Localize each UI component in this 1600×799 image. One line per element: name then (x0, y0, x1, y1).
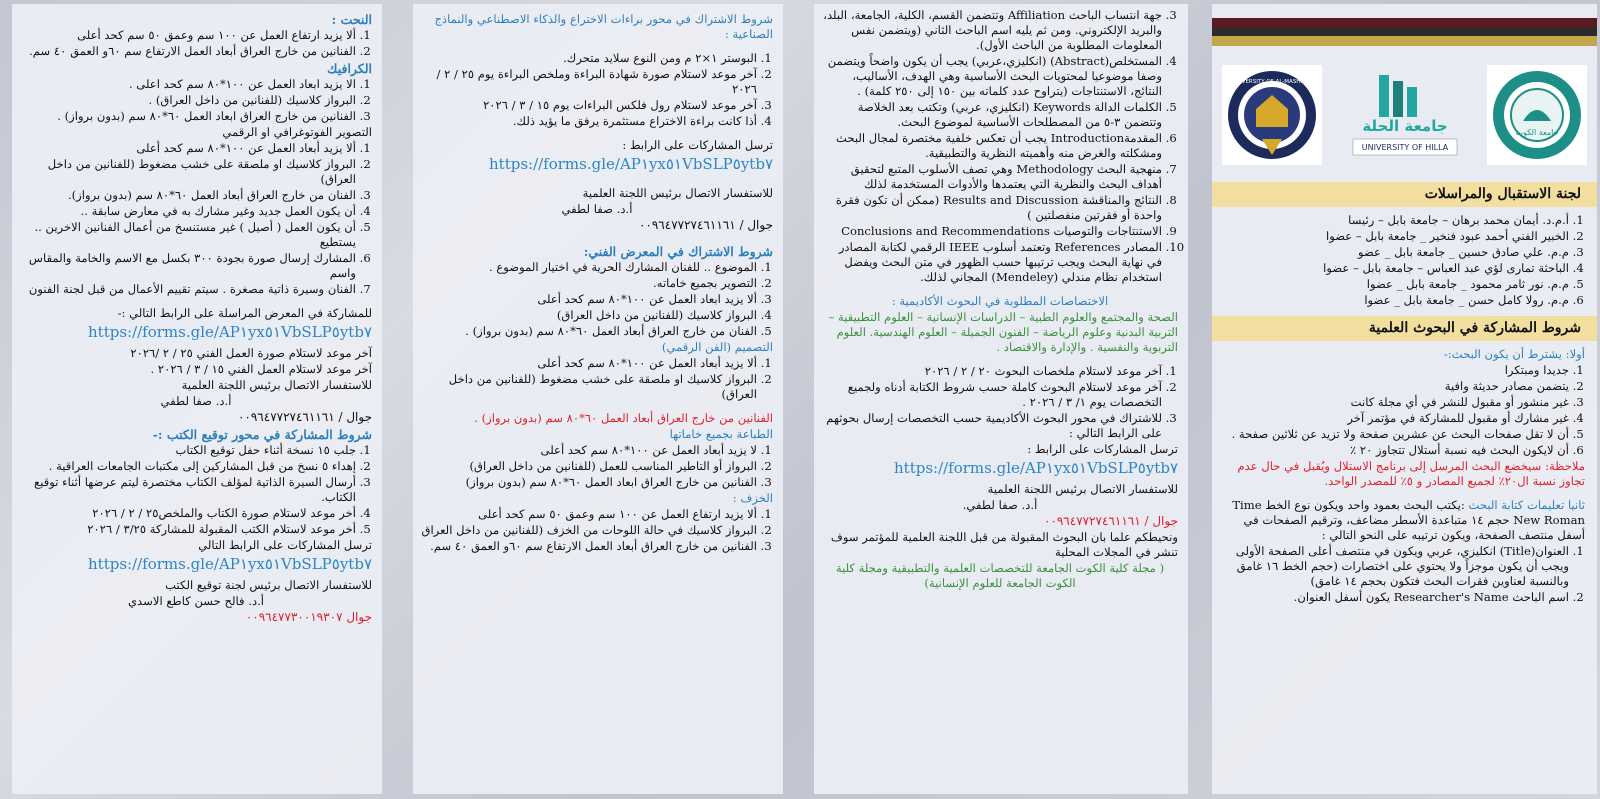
contact-phone: جوال / ٠٠٩٦٤٧٧٢٧٤٦١١٦١ (638, 218, 773, 232)
sculpture-heading: النحت : (331, 12, 372, 27)
registration-text: للمشاركة في المعرض المراسلة على الرابط التالي :- (117, 306, 372, 320)
list-item: 1. جلب ١٥ نسخة أثناء حفل توقيع الكتاب (20, 443, 356, 458)
writing-instructions-text: :يكتب البحث بعمود واحد ويكون نوع الخط Time New Roman حجم ١٤ متباعدة الأسطر مضاعف، وترقيم الصفحات في أسفل منتصف الصفحة، ويكون ترتيبه على النحو التالي : (1232, 498, 1585, 542)
list-item: 5. الفنان من خارج العراق أبعاد العمل ٦٠*٨٠ سم (بدون برواز) . (421, 324, 757, 339)
list-item: 5. أن يكون العمل ( أصيل ) غير مستنسخ من أعمال الفنانين الاخرين .. يستطيع (20, 220, 356, 250)
sculpture-list (20, 28, 372, 59)
book-signing-heading: شروط المشاركة في محور توقيع الكتب :- (152, 427, 372, 442)
logo-caption: UNIVERSITY OF HILLA (1361, 143, 1448, 152)
contact-phone: جوال / ٠٠٩٦٤٧٧٢٧٤٦١١٦١ (1043, 514, 1178, 528)
list-item: 4. البرواز كلاسيك (للفنانين من داخل العراق) (421, 308, 757, 323)
reception-committee-heading: لجنة الاستقبال والمراسلات (1212, 182, 1597, 207)
patents-list (421, 51, 773, 129)
panel-committee-and-conditions (1212, 4, 1597, 794)
contact-text: للاستفسار الاتصال برئيس اللجنة العلمية (582, 186, 773, 200)
contact-phone: جوال / ٠٠٩٦٤٧٧٢٧٤٦١١٦١ (237, 410, 372, 424)
list-item: 2. آخر موعد لاستلام البحوث كاملة حسب شروط الكتابة أدناه ولجميع التخصصات يوم ١/ ٣ / ٢٠٢٦ . (822, 380, 1162, 410)
list-item: 9. الاستنتاجات والتوصيات Conclusions and Recommendations (822, 224, 1162, 239)
patents-heading: شروط الاشتراك في محور براءات الاختراع والذكاء الاصطناعي والنماذج الصناعية : (434, 12, 773, 41)
list-item: 1. أ.م.د. أيمان محمد برهان – جامعة بابل – رئيسا (1220, 213, 1569, 228)
list-item: 4. غير مشارك أو مقبول للمشاركة في مؤتمر آخر (1220, 411, 1569, 426)
list-item: 3. الفنانين من خارج العراق أبعاد العمل الارتفاع سم ٦٠و العمق ٤٠ سم. (421, 539, 757, 554)
university-al-mashreq-logo (1222, 65, 1322, 165)
list-item: 3. ألا يزيد ابعاد العمل عن ١٠٠*٨٠ سم كحد أعلى (421, 292, 757, 307)
contact-name: أ.د. صفا لطفي. (962, 498, 1038, 512)
digital-design-heading: التصميم (الفن الرقمي) (661, 340, 773, 354)
list-item: 1. ألا يزيد أبعاد العمل عن ١٠٠*٨٠ سم كحد أعلى (421, 356, 757, 371)
panel-research-structure (814, 4, 1188, 794)
list-item: 4. أن يكون العمل جديد وغير مشارك به في معارض سابقة .. (20, 204, 356, 219)
first-conditions-list (1220, 363, 1585, 458)
list-item: 3. الفنانين من خارج العراق ابعاد العمل ٦٠*٨٠ سم (بدون برواز) (421, 475, 757, 490)
list-item: 7. الفنان وسيرة ذاتية مصغرة . سيتم تقييم الأعمال من قبل لجنة الفنون (20, 282, 356, 297)
list-item: 3. آخر موعد لاستلام رول فلكس البراءات يوم ١٥ / ٣ / ٢٠٢٦ (421, 98, 757, 113)
registration-text: ترسل المشاركات على الرابط : (1027, 442, 1178, 456)
list-item: 1. ألا يزيد أبعاد العمل عن ١٠٠*٨٠ سم كحد أعلى (20, 141, 356, 156)
panel-patents-and-art (413, 4, 783, 794)
logo-arabic-name: جامعة الحلة (1361, 117, 1448, 135)
top-stripe-dark (1212, 28, 1597, 36)
photo-heading: التصوير الفوتوغرافي او الرقمي (222, 125, 372, 139)
list-item: 4. أخر موعد لاستلام صورة الكتاب والملخص٢٥ / ٢ / ٢٠٢٦ (20, 506, 356, 521)
top-stripe-maroon (1212, 18, 1597, 28)
logo-caption: UNIVERSITY OF AL-MASHREQ (1231, 79, 1313, 85)
logo-row (1212, 46, 1597, 170)
list-item: 2. الخبير الفني أحمد عبود فنخير _ جامعة بابل – عضوا (1220, 229, 1569, 244)
list-item: 7. منهجية البحث Methodology وهي تصف الأسلوب المتبع لتحقيق أهداف البحث والنظرية التي يعتمدها والأدوات المستخدمة لذلك (822, 162, 1162, 192)
list-item: 1. ألا يزيد ارتفاع العمل عن ١٠٠ سم وعمق ٥٠ سم كحد أعلى (421, 507, 757, 522)
list-item: 2. التصوير بجميع خاماته. (421, 276, 757, 291)
graphic-list (20, 77, 372, 124)
art-exhibition-heading: شروط الاشتراك في المعرض الفني: (583, 244, 773, 259)
top-stripe-gold (1212, 36, 1597, 46)
list-item: 2. آخر موعد لاستلام صورة شهادة البراءة وملخص البراءة يوم ٢٥ / ٢ / ٢٠٢٦ (421, 67, 757, 97)
contact-text: للاستفسار الاتصال برئيس اللجنة العلمية (181, 378, 372, 392)
list-item: 6. المقدمةIntroduction يجب أن تعكس خلفية مختصرة لمجال البحث ومشكلته والغرض منه وأهميته النظرية والتطبيقية. (822, 131, 1162, 161)
list-item: 1. جديدا ومبتكرا (1220, 363, 1569, 378)
photo-list (20, 141, 372, 297)
book-contact-text: للاستفسار الاتصال برئيس لجنة توقيع الكتب (165, 578, 372, 592)
list-item: 1. العنوان(Title) انكليزي، عربي ويكون في منتصف أعلى الصفحة الأولى ويجب أن يكون موجزاً ولا يحتوي على اختصارات (حجم الخط ١٦ غامق وبالنسبة لعناوين فقرات البحث فتكون بحجم ١٤ غامق) (1220, 544, 1569, 589)
list-item: 5. م.م. نور ثامر محمود _ جامعة بابل _ عضوا (1220, 277, 1569, 292)
research-conditions-heading: شروط المشاركة في البحوث العلمية (1212, 316, 1597, 341)
reception-committee-list (1220, 213, 1585, 308)
writing-instructions-heading: ثانيا تعليمات كتابة البحث (1468, 498, 1585, 512)
list-item: 1. الموضوع .. للفنان المشارك الحرية في اختيار الموضوع . (421, 260, 757, 275)
panel-exhibition-and-books (12, 4, 382, 794)
university-of-hilla-logo (1349, 65, 1461, 165)
list-item: 2. البرواز كلاسيك او ملصقة على خشب مضغوط (للفنانين من داخل العراق) (421, 372, 757, 402)
list-item: 3. للاشتراك في محور البحوث الأكاديمية حسب التخصصات إرسال بحوثهم على الرابط التالي : (822, 411, 1162, 441)
list-item: 3. جهة انتساب الباحث Affiliation وتتضمن القسم، الكلية، الجامعة، البلد، والبريد الإلكتروني. ومن ثم يليه اسم الباحث الثاني (ويتضمن نفس المعلومات المطلوبة من الباحث الأول). (822, 8, 1162, 53)
list-item: 6. م.م. رولا كامل حسن _ جامعة بابل _ عضوا (1220, 293, 1569, 308)
list-item: 6. المشارك إرسال صورة بجودة ٣٠٠ بكسل مع الاسم والخامة والمقاس واسم (20, 251, 356, 281)
ceramic-heading: الخزف : (732, 491, 773, 505)
research-structure-list (822, 8, 1178, 285)
registration-link[interactable]: https://forms.gle/AP١yx٥١VbSLP٥ytb٧ (894, 459, 1178, 477)
list-item: 1. آخر موعد لاستلام ملخصات البحوث ٢٠ / ٢ / ٢٠٢٦ (822, 364, 1162, 379)
contact-name: أ.د. صفا لطفي (160, 394, 232, 408)
list-item: 4. المستخلص(Abstract) (انكليزي،عربي) يجب أن يكون واضحاً ويتضمن وصفا موضوعيا لمحتويات البحث الأساسية وهي الهدف، الأساليب، النتائج، الاستنتاجات (يتراوح عدد كلماته بين ١٥٠ إلى ٢٥٠ كلمة) . (822, 54, 1162, 99)
writing-instructions-list (1220, 544, 1585, 605)
list-item: 5. أن لا تقل صفحات البحث عن عشرين صفحة ولا تزيد عن ثلاثين صفحة . (1220, 427, 1569, 442)
list-item: 3. م.م. علي صادق حسين _ جامعة بابل _ عضو (1220, 245, 1569, 260)
book-registration-link[interactable]: https://forms.gle/AP١yx٥١VbSLP٥ytb٧ (88, 555, 372, 573)
list-item: 3. الفنانين من خارج العراق ابعاد العمل ٦٠*٨٠ سم (بدون برواز) . (20, 109, 356, 124)
list-item: 1. الا يزيد ابعاد العمل عن ١٠٠*٨٠ سم كحد اعلى . (20, 77, 356, 92)
specializations-text: الصحة والمجتمع والعلوم الطبية – الدراسات الإنسانية – العلوم التطبيقية – التربية البدنية وعلوم الرياضة – الفنون الجميلة – العلوم الهندسية. العلوم التربوية والنفسية . والإدارة والاقتصاد . (828, 310, 1178, 354)
design-foreign-note: الفنانين من خارج العراق أبعاد العمل ٦٠*٨٠ سم (بدون برواز) . (474, 411, 773, 425)
book-signing-list (20, 443, 372, 537)
list-item: 2. البرواز كلاسيك او ملصقة على خشب مضغوط (للفنانين من داخل العراق) (20, 157, 356, 187)
list-item: 2. يتضمن مصادر حديثة وافية (1220, 379, 1569, 394)
list-item: 5. أخر موعد لاستلام الكتب المقبولة للمشاركة ٣/٢٥ / ٢٠٢٦ (20, 522, 356, 537)
specializations-heading: الاختصاصات المطلوبة في البحوث الأكاديمية : (891, 294, 1109, 308)
list-item: 3. الفنان من خارج العراق أبعاد العمل ٦٠*٨٠ سم (بدون برواز). (20, 188, 356, 203)
book-contact-name: أ.د. فالح حسن كاطع الاسدي (127, 594, 265, 608)
book-contact-phone: جوال ٠٠٩٦٤٧٧٣٠٠١٩٣٠٧ (245, 610, 372, 624)
art-exhibition-list (421, 260, 773, 339)
print-heading: الطباعة بجميع خاماتها (669, 427, 773, 441)
publication-note: ونحيطكم علما بان البحوث المقبولة من قبل اللجنة العلمية للمؤتمر سوف تنشر في المجلات المحلية (830, 530, 1178, 559)
research-deadlines-list (822, 364, 1178, 441)
list-item: 1. لا يزيد أبعاد العمل عن ١٠٠*٨٠ سم كحد أعلى (421, 443, 757, 458)
list-item: 5. الكلمات الدالة Keywords (انكليزي، عربي) وتكتب بعد الخلاصة وتتضمن ٣-٥ من المصطلحات الأساسية لموضوع البحث. (822, 100, 1162, 130)
graphic-heading: الكرافيك (327, 61, 372, 76)
list-item: 6. أن لايكون البحث فيه نسبة أستلال تتجاوز ٢٠ ٪ (1220, 443, 1569, 458)
list-item: 2. البرواز كلاسيك (للفنانين من داخل العراق) . (20, 93, 356, 108)
list-item: 1. البوستر ١×٢ م ومن النوع سلايد متحرك. (421, 51, 757, 66)
deadline-work: آخر موعد لاستلام العمل الفني ١٥ / ٣ / ٢٠٢٦ . (150, 362, 372, 376)
first-conditions-heading: أولا: يشترط أن يكون البحث:- (1443, 347, 1585, 361)
publication-journals: ( مجلة كلية الكوت الجامعة للتخصصات العلمية والتطبيقية ومجلة كلية الكوت الجامعة للعلوم الإنسانية) (835, 561, 1165, 590)
list-item: 2. اسم الباحث Researcher's Name يكون أسفل العنوان. (1220, 590, 1569, 605)
list-item: 8. النتائج والمناقشة Results and Discussion (ممكن أن تكون فقرة واحدة أو فقرتين منفصلتين ) (822, 193, 1162, 223)
deadline-image: آخر موعد لاستلام صورة العمل الفني ٢٥ / ٢ /٢٠٢٦ (130, 346, 372, 360)
contact-text: للاستفسار الاتصال برئيس اللجنة العلمية (987, 482, 1178, 496)
digital-design-list (421, 356, 773, 402)
al-kut-university-logo (1487, 65, 1587, 165)
list-item: 2. البرواز كلاسيك في حالة اللوحات من الخزف (للفنانين من داخل العراق (421, 523, 757, 538)
list-item: 4. أذا كانت براءة الاختراع مستثمرة يرفق ما يؤيد ذلك. (421, 114, 757, 129)
list-item: 1. ألا يزيد ارتفاع العمل عن ١٠٠ سم وعمق ٥٠ سم كحد أعلى (20, 28, 356, 43)
logo-caption: جامعة الكوت (1515, 128, 1559, 137)
plagiarism-note: ملاحظة: سيخضع البحث المرسل إلى برنامج الاستلال ويُقبل في حال عدم تجاوز نسبة ال٢٠٪ لجميع المصادر و ٥٪ للمصدر الواحد. (1237, 459, 1585, 488)
print-list (421, 443, 773, 490)
list-item: 10. المصادر References وتعتمد أسلوب IEEE الرقمي لكتابة المصادر في نهاية البحث ويجب ترتيبها حسب الظهور في متن البحث ويفضل استخدام نظام مندلي (Mendeley) المجاني لذلك. (822, 240, 1162, 285)
registration-link[interactable]: https://forms.gle/AP١yx٥١VbSLP٥ytb٧ (88, 323, 372, 341)
contact-name: أ.د. صفا لطفي (561, 202, 633, 216)
registration-text: ترسل المشاركات على الرابط : (622, 138, 773, 152)
list-item: 2. إهداء ٥ نسخ من قبل المشاركين إلى مكتبات الجامعات العراقية . (20, 459, 356, 474)
ceramic-list (421, 507, 773, 554)
list-item: 2. البرواز أو التاطير المناسب للعمل (للفنانين من داخل العراق) (421, 459, 757, 474)
registration-link[interactable]: https://forms.gle/AP١yx٥١VbSLP٥ytb٧ (489, 155, 773, 173)
list-item: 3. أرسال السيرة الذاتية لمؤلف الكتاب مختصرة ليتم عرضها أثناء توقيع الكتاب. (20, 475, 356, 505)
list-item: 4. الباحثة تمارى لؤي عبد العباس – جامعة بابل – عضوا (1220, 261, 1569, 276)
list-item: 3. غير منشور أو مقبول للنشر في أي مجلة كانت (1220, 395, 1569, 410)
book-registration-text: ترسل المشاركات على الرابط التالي (198, 538, 372, 552)
list-item: 2. الفنانين من خارج العراق أبعاد العمل الارتفاع سم ٦٠و العمق ٤٠ سم. (20, 44, 356, 59)
